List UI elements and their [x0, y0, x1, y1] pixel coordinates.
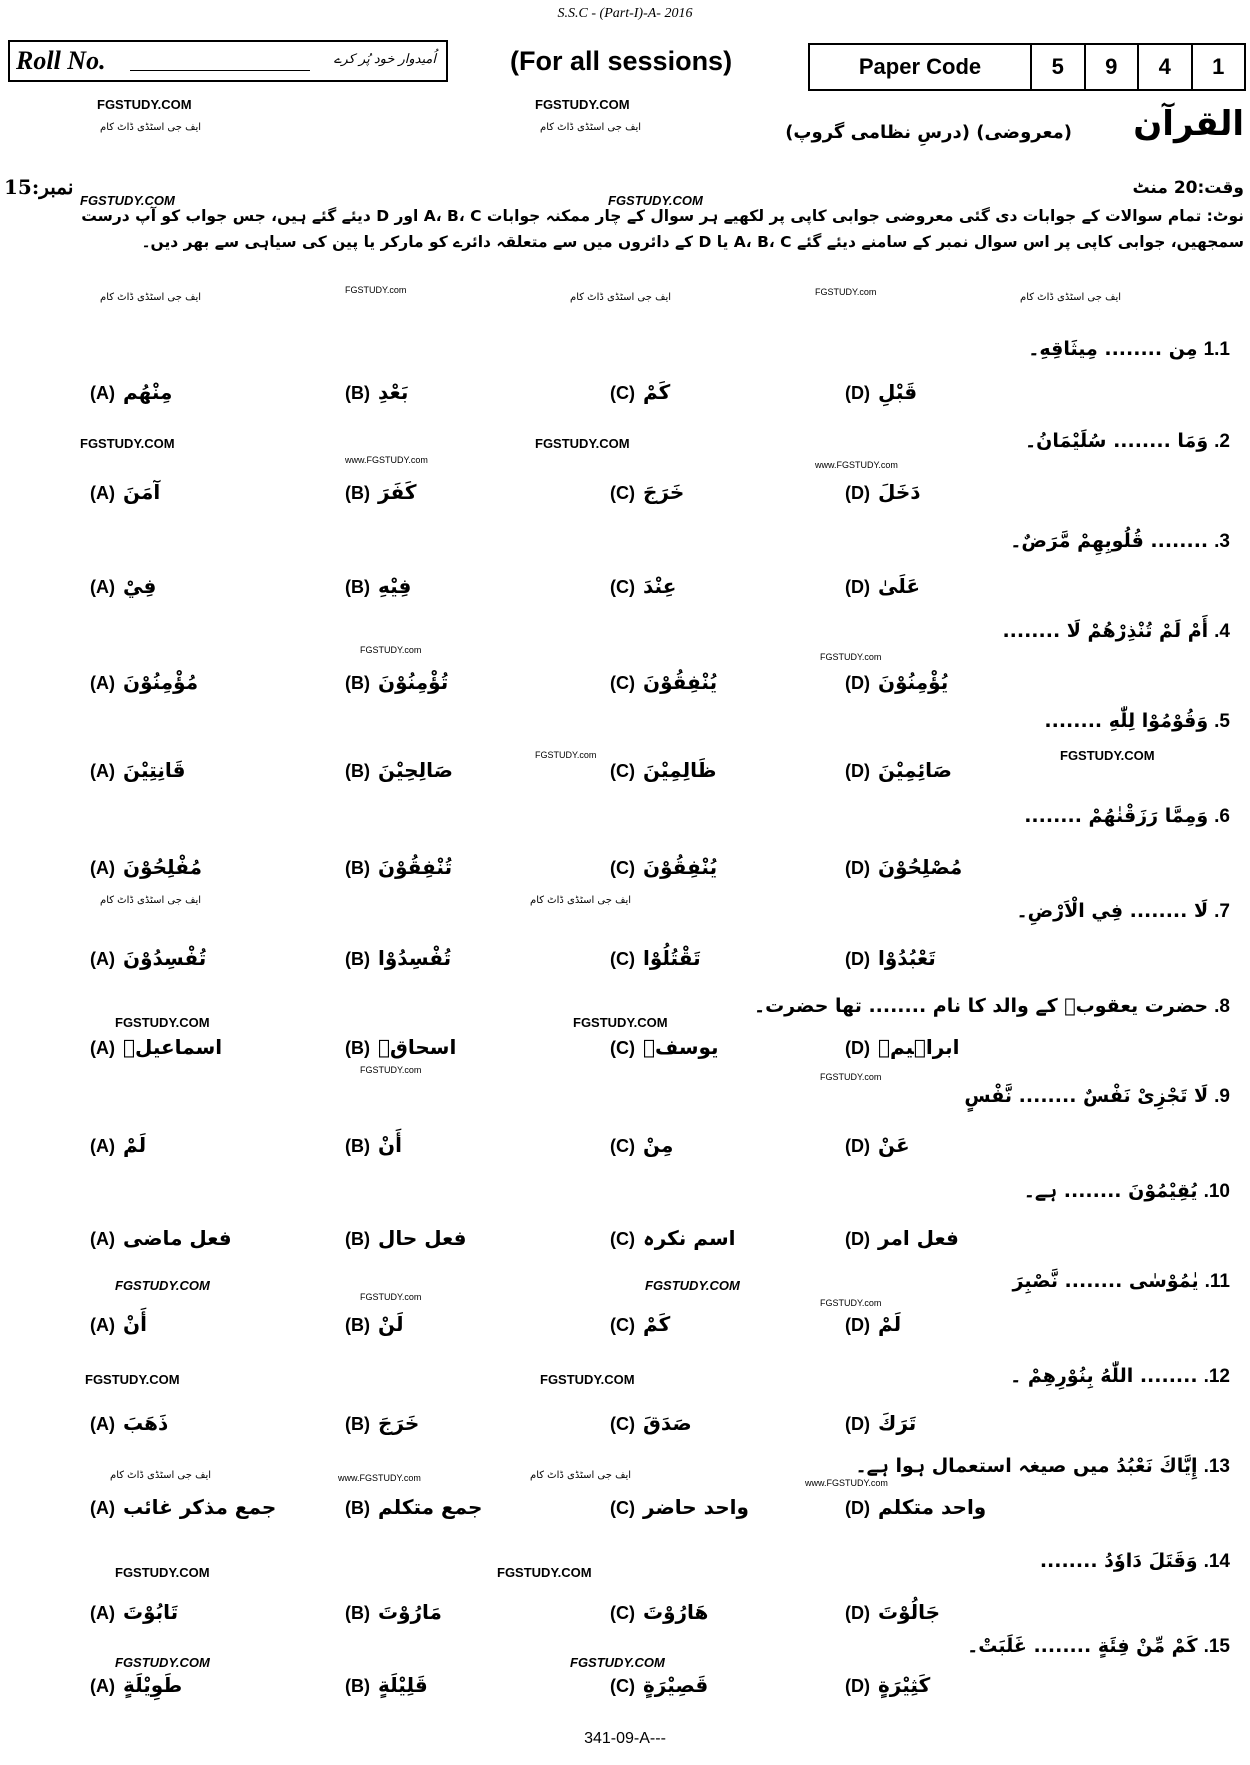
instructions-note: نوٹ: تمام سوالات کے جوابات دی گئی معروضی جوابی کاپی پر لکھیے ہر سوال کے چار ممکنہ جوابات A، B، C اور D دیئے گئے ہیں، جس جواب کو آپ درست سمجھیں، جوابی کاپی پر اس سوال نمبر کے سامنے دیئے گئے A، B، C یا D کے دائروں میں سے متعلقہ دائرے کو مارکر یا پین کی سیاہی سے بھر دیں۔: [81, 207, 1244, 251]
watermark: www.FGSTUDY.com: [805, 1478, 888, 1488]
watermark: ایف جی اسٹڈی ڈاٹ کام: [530, 895, 632, 906]
option-label: (A): [90, 761, 115, 781]
option-text: خَرَجَ: [643, 480, 685, 504]
watermark: www.FGSTUDY.com: [338, 1473, 421, 1483]
option-text: ذَهَبَ: [123, 1411, 169, 1435]
watermark: ایف جی اسٹڈی ڈاٹ کام: [1020, 292, 1122, 303]
option-label: (B): [345, 1038, 370, 1058]
option-d: [845, 1035, 960, 1059]
option-text: جَالُوْتَ: [878, 1600, 941, 1624]
option-text: فِيْهِ: [378, 574, 412, 598]
option-text: عَنْ: [878, 1133, 910, 1157]
option-a: [90, 946, 206, 970]
question-number: 2.: [1214, 431, 1230, 452]
option-c: [610, 1226, 735, 1250]
subject-title: القرآن: [1133, 104, 1244, 144]
option-text: جمع متکلم: [378, 1495, 483, 1519]
option-text: تُؤْمِنُوْنَ: [378, 670, 449, 694]
watermark: FGSTUDY.COM: [535, 97, 630, 112]
option-label: (A): [90, 1038, 115, 1058]
question-number: 14.: [1203, 1551, 1230, 1572]
option-text: تُفْسِدُوْنَ: [123, 946, 207, 970]
question-prompt: لَا تَجْزِىْ نَفْسٌ ........ نَّفْسٍ: [964, 1085, 1209, 1107]
option-text: قَبْلِ: [878, 380, 918, 404]
question-text: [1028, 338, 1230, 361]
question-number: 15.: [1203, 1636, 1230, 1657]
option-text: طَوِيْلَةٍ: [123, 1673, 183, 1697]
option-label: (B): [345, 858, 370, 878]
option-c: [610, 1035, 719, 1059]
option-text: واحد حاضر: [643, 1495, 749, 1519]
watermark: FGSTUDY.COM: [115, 1015, 210, 1030]
option-text: صَائِمِيْنَ: [878, 758, 952, 782]
option-text: مِنْ: [643, 1133, 674, 1157]
option-d: [845, 1133, 910, 1157]
option-text: اسحاقؑ: [378, 1035, 457, 1059]
option-label: (B): [345, 1676, 370, 1696]
option-b: [345, 380, 408, 404]
option-d: [845, 758, 952, 782]
watermark: FGSTUDY.com: [820, 1072, 882, 1082]
question-number: 6.: [1214, 806, 1230, 827]
option-label: (A): [90, 673, 115, 693]
option-label: (B): [345, 483, 370, 503]
roll-number-instruction: اُمیدوار خود پُر کرے: [333, 52, 436, 67]
question-text: [967, 1635, 1230, 1658]
option-b: [345, 946, 451, 970]
watermark: FGSTUDY.COM: [497, 1565, 592, 1580]
watermark: FGSTUDY.COM: [80, 436, 175, 451]
question-text: [1002, 620, 1230, 643]
option-d: [845, 1495, 986, 1519]
option-label: (C): [610, 1603, 635, 1623]
option-text: يُؤْمِنُوْنَ: [878, 670, 949, 694]
option-c: [610, 1133, 673, 1157]
question-text: [1040, 1550, 1230, 1573]
option-text: عِنْدَ: [643, 574, 677, 598]
option-label: (B): [345, 577, 370, 597]
sessions-label: (For all sessions): [510, 46, 733, 76]
roll-number-box: [8, 40, 448, 82]
option-b: [345, 855, 452, 879]
option-text: آمَنَ: [123, 480, 161, 504]
option-d: [845, 946, 936, 970]
option-d: [845, 1226, 959, 1250]
option-text: صَدَقَ: [643, 1411, 692, 1435]
question-prompt: حضرت یعقوبؑ کے والد کا نام ........ تھا حضرت۔: [753, 995, 1209, 1017]
option-label: (D): [845, 1676, 870, 1696]
option-c: [610, 1673, 708, 1697]
option-text: كَمْ: [643, 380, 671, 404]
watermark: FGSTUDY.com: [360, 645, 422, 655]
question-number: 9.: [1214, 1086, 1230, 1107]
option-label: (C): [610, 1498, 635, 1518]
option-text: فِيْ: [123, 574, 157, 598]
question-text: [964, 1085, 1230, 1108]
watermark: FGSTUDY.COM: [1060, 748, 1155, 763]
watermark: FGSTUDY.com: [815, 287, 877, 297]
total-marks: نمبر:15: [4, 175, 74, 199]
watermark: ایف جی اسٹڈی ڈاٹ کام: [530, 1470, 632, 1481]
option-label: (B): [345, 1315, 370, 1335]
option-a: [90, 758, 185, 782]
question-number: 12.: [1203, 1366, 1230, 1387]
question-number: 3.: [1214, 531, 1230, 552]
watermark: FGSTUDY.COM: [570, 1655, 665, 1670]
option-c: [610, 855, 717, 879]
option-text: واحد متکلم: [878, 1495, 987, 1519]
option-b: [345, 1673, 428, 1697]
paper-code-digit: 5: [1032, 45, 1086, 89]
option-text: ظَالِمِيْنَ: [643, 758, 717, 782]
option-text: قَانِتِيْنَ: [123, 758, 186, 782]
option-d: [845, 380, 917, 404]
paper-code-digit: 4: [1139, 45, 1193, 89]
option-b: [345, 1600, 442, 1624]
question-prompt: ........ قُلُوبِهِمْ مَّرَضٌ۔: [1010, 530, 1209, 552]
option-text: تَرَكَ: [878, 1411, 917, 1435]
option-text: لَمْ: [123, 1133, 147, 1157]
watermark: FGSTUDY.COM: [85, 1372, 180, 1387]
option-text: لَمْ: [878, 1312, 902, 1336]
option-d: [845, 670, 948, 694]
option-text: كَمْ: [643, 1312, 671, 1336]
option-a: [90, 1226, 232, 1250]
option-text: صَالِحِيْنَ: [378, 758, 453, 782]
paper-code-digit: 1: [1212, 54, 1225, 79]
option-label: (B): [345, 761, 370, 781]
question-prompt: وَقَتَلَ دَاوٗدُ ........: [1039, 1550, 1198, 1572]
question-prompt: أَمْ لَمْ تُنْذِرْهُمْ لَا ........: [1002, 620, 1209, 642]
option-b: [345, 1411, 419, 1435]
watermark: FGSTUDY.COM: [608, 193, 703, 208]
question-prompt: ........ اللّٰهُ بِنُوْرِهِمْ ۔: [1010, 1365, 1198, 1387]
watermark: FGSTUDY.COM: [115, 1565, 210, 1580]
option-label: (B): [345, 949, 370, 969]
option-b: [345, 1495, 482, 1519]
watermark: www.FGSTUDY.com: [815, 460, 898, 470]
option-text: تُفْسِدُوْا: [378, 946, 452, 970]
option-d: [845, 1411, 916, 1435]
option-label: (A): [90, 1136, 115, 1156]
question-text: [1025, 430, 1230, 453]
option-text: دَخَلَ: [878, 480, 921, 504]
option-label: (A): [90, 1603, 115, 1623]
watermark: FGSTUDY.COM: [535, 436, 630, 451]
option-a: [90, 380, 172, 404]
option-label: (C): [610, 949, 635, 969]
question-text: [1044, 710, 1230, 733]
option-label: (D): [845, 1603, 870, 1623]
question-prompt: مِن ........ مِيثَاقِهِ۔: [1028, 338, 1198, 360]
option-a: [90, 1035, 222, 1059]
option-c: [610, 380, 670, 404]
option-text: اسماعیلؑ: [123, 1035, 223, 1059]
paper-code-digit: 9: [1086, 45, 1140, 89]
watermark: www.FGSTUDY.com: [345, 455, 428, 465]
option-label: (A): [90, 1676, 115, 1696]
footer-code: 341-09-A---: [584, 1730, 666, 1747]
option-text: فعل ماضی: [123, 1226, 232, 1250]
option-text: مُصْلِحُوْنَ: [878, 855, 963, 879]
watermark: ایف جی اسٹڈی ڈاٹ کام: [100, 122, 202, 133]
option-text: قَلِيْلَةٍ: [378, 1673, 428, 1697]
option-label: (B): [345, 1498, 370, 1518]
option-text: كَفَرَ: [378, 480, 417, 504]
question-text: [1024, 1180, 1230, 1203]
question-text: [1013, 1270, 1230, 1293]
option-label: (D): [845, 761, 870, 781]
option-label: (D): [845, 1414, 870, 1434]
option-label: (A): [90, 858, 115, 878]
exam-code: S.S.C - (Part-I)-A- 2016: [557, 6, 693, 21]
question-prompt: يُقِيْمُوْنَ ........ ہے۔: [1023, 1180, 1198, 1202]
option-label: (C): [610, 1676, 635, 1696]
question-number: 4.: [1214, 621, 1230, 642]
option-label: (B): [345, 1603, 370, 1623]
option-label: (A): [90, 1498, 115, 1518]
option-label: (C): [610, 383, 635, 403]
option-label: (D): [845, 1229, 870, 1249]
roll-number-field[interactable]: [130, 70, 310, 71]
watermark: FGSTUDY.COM: [115, 1278, 210, 1293]
option-text: مَارُوْتَ: [378, 1600, 442, 1624]
option-label: (D): [845, 483, 870, 503]
option-label: (C): [610, 761, 635, 781]
option-label: (B): [345, 1414, 370, 1434]
option-b: [345, 480, 416, 504]
option-d: [845, 855, 962, 879]
option-label: (B): [345, 1229, 370, 1249]
option-label: (D): [845, 383, 870, 403]
watermark: ایف جی اسٹڈی ڈاٹ کام: [110, 1470, 212, 1481]
question-prompt: لَا ........ فِي الْاَرْضِ۔: [1016, 900, 1209, 922]
option-text: أَنْ: [378, 1133, 402, 1157]
option-text: تُنْفِقُوْنَ: [378, 855, 453, 879]
option-c: [610, 480, 684, 504]
question-text: [1010, 1365, 1230, 1388]
option-b: [345, 670, 448, 694]
option-label: (D): [845, 673, 870, 693]
option-label: (C): [610, 673, 635, 693]
question-text: [856, 1455, 1230, 1478]
question-number: 7.: [1214, 901, 1230, 922]
option-label: (B): [345, 673, 370, 693]
question-number: 11.: [1204, 1271, 1230, 1292]
option-c: [610, 758, 716, 782]
watermark: ایف جی اسٹڈی ڈاٹ کام: [540, 122, 642, 133]
question-text: [1016, 900, 1230, 923]
option-text: فعل امر: [878, 1226, 959, 1250]
option-a: [90, 1312, 147, 1336]
watermark: FGSTUDY.com: [820, 652, 882, 662]
option-label: (A): [90, 383, 115, 403]
option-c: [610, 1495, 749, 1519]
option-text: تَقْتُلُوْا: [643, 946, 701, 970]
option-d: [845, 1673, 930, 1697]
option-text: تَعْبُدُوْا: [878, 946, 936, 970]
question-text: [1010, 530, 1230, 553]
option-label: (A): [90, 1229, 115, 1249]
option-label: (D): [845, 1315, 870, 1335]
option-text: ابراہیمؑ: [878, 1035, 960, 1059]
option-label: (D): [845, 858, 870, 878]
watermark: ایف جی اسٹڈی ڈاٹ کام: [100, 895, 202, 906]
watermark: ایف جی اسٹڈی ڈاٹ کام: [100, 292, 202, 303]
time-allowed: وقت:20 منٹ: [1132, 178, 1244, 198]
option-text: هَارُوْتَ: [643, 1600, 709, 1624]
option-a: [90, 1133, 146, 1157]
question-prompt: وَمَا ........ سُلَيْمَانُ۔: [1025, 430, 1209, 452]
option-text: خَرَجَ: [378, 1411, 420, 1435]
watermark: FGSTUDY.com: [360, 1292, 422, 1302]
option-text: كَثِيْرَةٍ: [878, 1673, 931, 1697]
option-a: [90, 574, 156, 598]
option-label: (C): [610, 1136, 635, 1156]
watermark: FGSTUDY.COM: [540, 1372, 635, 1387]
option-text: یوسفؑ: [643, 1035, 719, 1059]
paper-code-label: Paper Code: [810, 45, 1032, 89]
option-text: مُفْلِحُوْنَ: [123, 855, 202, 879]
option-d: [845, 1312, 901, 1336]
option-label: (D): [845, 577, 870, 597]
option-text: مِنْهُم: [123, 380, 173, 404]
option-text: جمع مذکر غائب: [123, 1495, 277, 1519]
option-c: [610, 946, 701, 970]
question-text: [1024, 805, 1230, 828]
option-text: قَصِيْرَةٍ: [643, 1673, 709, 1697]
option-label: (A): [90, 949, 115, 969]
option-b: [345, 1035, 456, 1059]
option-b: [345, 574, 411, 598]
watermark: ایف جی اسٹڈی ڈاٹ کام: [570, 292, 672, 303]
watermark: FGSTUDY.com: [345, 285, 407, 295]
option-text: فعل حال: [378, 1226, 467, 1250]
option-a: [90, 480, 160, 504]
option-text: يُنْفِقُوْنَ: [643, 670, 718, 694]
question-prompt: يٰمُوْسٰى ........ نَّصْبِرَ: [1012, 1270, 1199, 1292]
roll-number-label: Roll No.: [16, 46, 106, 75]
paper-code-box: [808, 43, 1246, 91]
option-label: (B): [345, 383, 370, 403]
option-label: (C): [610, 858, 635, 878]
question-number: 1.1: [1203, 339, 1230, 360]
option-label: (C): [610, 577, 635, 597]
option-label: (D): [845, 1038, 870, 1058]
option-label: (A): [90, 1414, 115, 1434]
question-number: 8.: [1214, 996, 1230, 1017]
watermark: FGSTUDY.COM: [115, 1655, 210, 1670]
option-c: [610, 1411, 692, 1435]
option-text: لَنْ: [378, 1312, 404, 1336]
watermark: FGSTUDY.COM: [573, 1015, 668, 1030]
option-label: (C): [610, 1038, 635, 1058]
option-d: [845, 480, 921, 504]
option-label: (C): [610, 1229, 635, 1249]
option-a: [90, 1673, 182, 1697]
watermark: FGSTUDY.COM: [645, 1278, 740, 1293]
option-b: [345, 1133, 402, 1157]
watermark: FGSTUDY.COM: [97, 97, 192, 112]
question-prompt: وَمِمَّا رَزَقْنٰهُمْ ........: [1024, 805, 1209, 827]
option-c: [610, 574, 676, 598]
question-text: [754, 995, 1230, 1018]
option-label: (D): [845, 949, 870, 969]
option-label: (B): [345, 1136, 370, 1156]
option-label: (C): [610, 1414, 635, 1434]
question-number: 10.: [1203, 1181, 1230, 1202]
option-a: [90, 855, 202, 879]
question-prompt: إِيَّاكَ نَعْبُدُ میں صیغہ استعمال ہوا ہے۔: [855, 1455, 1198, 1477]
option-a: [90, 1600, 178, 1624]
option-c: [610, 1312, 670, 1336]
option-label: (A): [90, 483, 115, 503]
option-b: [345, 1312, 404, 1336]
option-d: [845, 574, 920, 598]
option-text: بَعْدِ: [378, 380, 409, 404]
watermark: FGSTUDY.COM: [80, 193, 175, 208]
option-a: [90, 1495, 276, 1519]
option-label: (D): [845, 1498, 870, 1518]
option-b: [345, 758, 453, 782]
question-prompt: وَقُوْمُوْا لِلّٰهِ ........: [1044, 710, 1209, 732]
option-label: (C): [610, 483, 635, 503]
option-label: (D): [845, 1136, 870, 1156]
option-a: [90, 670, 198, 694]
watermark: FGSTUDY.com: [535, 750, 597, 760]
option-text: اسم نکرہ: [643, 1226, 736, 1250]
watermark: FGSTUDY.com: [820, 1298, 882, 1308]
option-a: [90, 1411, 168, 1435]
option-label: (C): [610, 1315, 635, 1335]
watermark: FGSTUDY.com: [360, 1065, 422, 1075]
option-d: [845, 1600, 940, 1624]
option-label: (A): [90, 1315, 115, 1335]
option-c: [610, 670, 717, 694]
option-b: [345, 1226, 466, 1250]
option-text: أَنْ: [123, 1312, 147, 1336]
subject-subtitle: (معروضی) (درسِ نظامی گروپ): [785, 122, 1072, 143]
option-text: مُؤْمِنُوْنَ: [123, 670, 199, 694]
question-number: 5.: [1214, 711, 1230, 732]
option-text: تَابُوْتَ: [123, 1600, 179, 1624]
option-text: يُنْفِقُوْنَ: [643, 855, 718, 879]
question-number: 13.: [1203, 1456, 1230, 1477]
option-label: (A): [90, 577, 115, 597]
question-prompt: كَمْ مِّنْ فِئَةٍ ........ غَلَبَتْ۔: [967, 1635, 1198, 1657]
option-c: [610, 1600, 708, 1624]
option-text: عَلَىٰ: [878, 574, 921, 598]
